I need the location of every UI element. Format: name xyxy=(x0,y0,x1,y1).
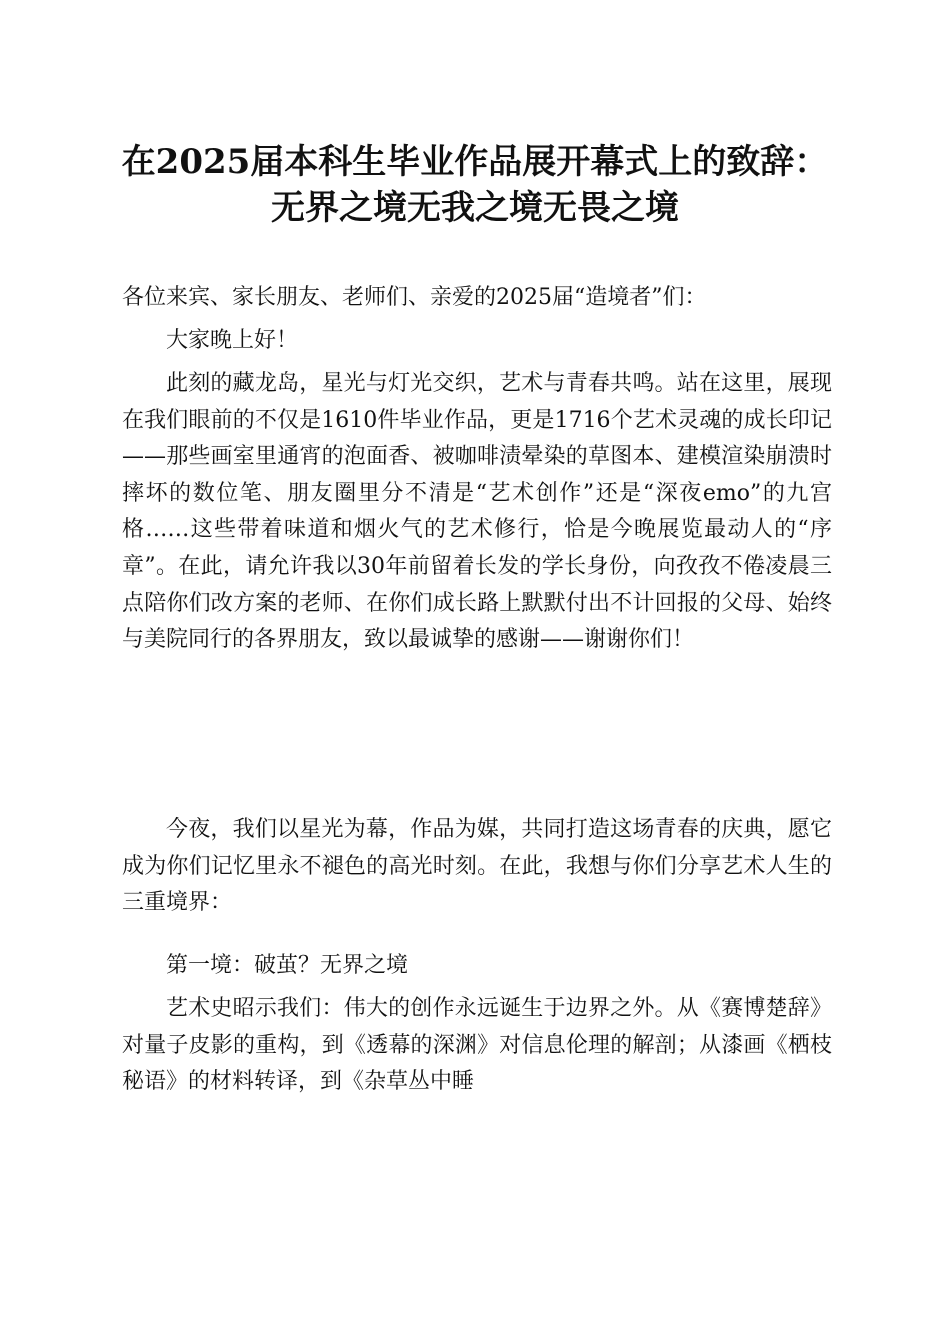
document-title-line-1: 在2025届本科生毕业作品展开幕式上的致辞： xyxy=(121,142,829,182)
paragraph-1: 此刻的藏龙岛，星光与灯光交织，艺术与青春共鸣。站在这里，展现在我们眼前的不仅是1610件毕业作品，更是1716个艺术灵魂的成长印记——那些画室里通宵的泡面香、被咖啡渍晕染的草图本、建模渲染崩溃时摔坏的数位笔、朋友圈里分不清是“艺术创作”还是“深夜emo”的九宫格……这些带着味道和烟火气的艺术修行，恰是今晚展览最动人的“序章”。在此，请允许我以30年前留着长发的学长身份，向孜孜不倦凌晨三点陪你们改方案的老师、在你们成长路上默默付出不计回报的父母、始终与美院同行的各界朋友，致以最诚挚的感谢——谢谢你们！ xyxy=(122,371,832,653)
opening-greeting: 大家晚上好！ xyxy=(166,328,299,353)
paragraph-2: 今夜，我们以星光为幕，作品为媒，共同打造这场青春的庆典，愿它成为你们记忆里永不褪色的高光时刻。在此，我想与你们分享艺术人生的三重境界： xyxy=(122,817,832,916)
document-title-line-2: 无界之境无我之境无畏之境 xyxy=(271,188,679,228)
salutation: 各位来宾、家长朋友、老师们、亲爱的2025届“造境者”们： xyxy=(122,285,707,310)
section-heading-1: 第一境：破茧？无界之境 xyxy=(166,953,409,978)
paragraph-3: 艺术史昭示我们：伟大的创作永远诞生于边界之外。从《赛博楚辞》对量子皮影的重构，到《透幕的深渊》对信息伦理的解剖；从漆画《栖枝秘语》的材料转译，到《杂草丛中睡 xyxy=(122,996,832,1095)
